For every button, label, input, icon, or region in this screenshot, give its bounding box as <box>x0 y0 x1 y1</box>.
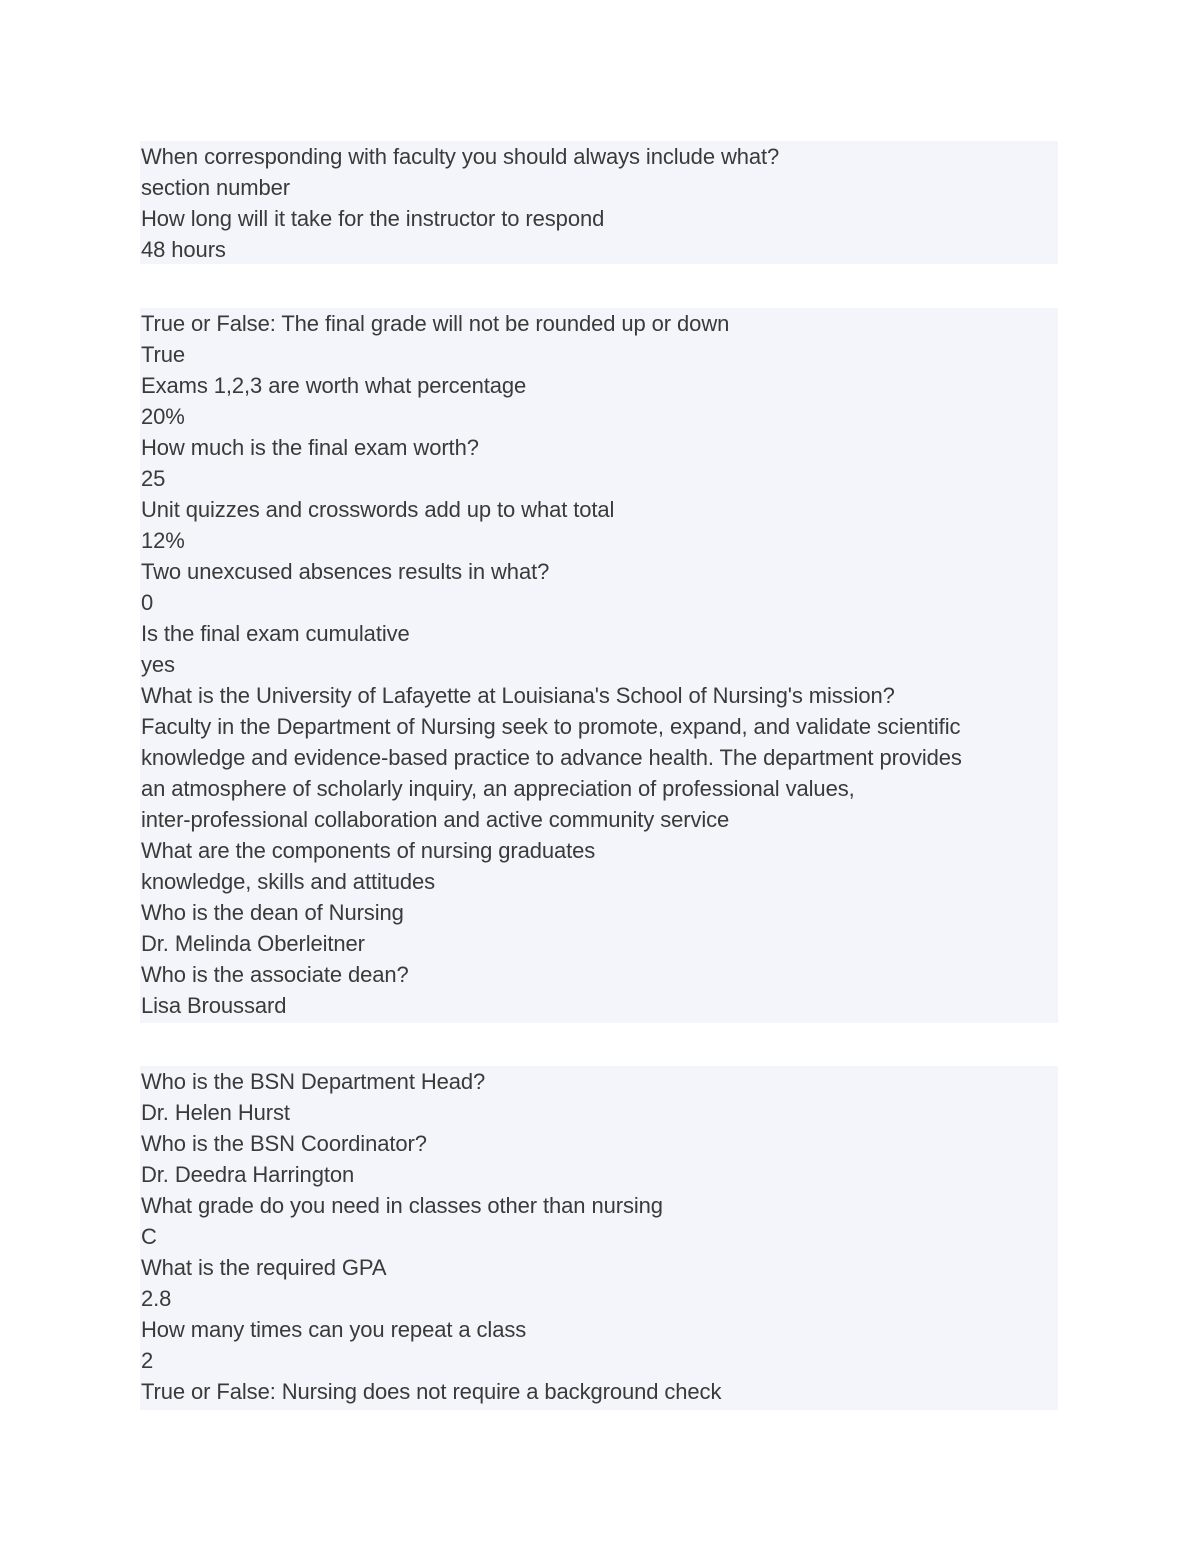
text-line: What is the University of Lafayette at Louisiana's School of Nursing's mission? <box>141 683 895 708</box>
text-line: Dr. Melinda Oberleitner <box>141 931 365 956</box>
text-line: 2 <box>141 1348 154 1373</box>
text-line: Who is the dean of Nursing <box>141 900 404 925</box>
text-line: 25 <box>141 466 166 491</box>
text-line: Who is the associate dean? <box>141 962 409 987</box>
text-line: When corresponding with faculty you should always include what? <box>141 144 780 169</box>
text-line: Exams 1,2,3 are worth what percentage <box>141 373 527 398</box>
text-line: an atmosphere of scholarly inquiry, an appreciation of professional values, <box>141 776 855 801</box>
text-line: C <box>141 1224 157 1249</box>
text-line: Is the final exam cumulative <box>141 621 410 646</box>
text-line: Who is the BSN Coordinator? <box>141 1131 427 1156</box>
text-line: Faculty in the Department of Nursing seek to promote, expand, and validate scientific <box>141 714 961 739</box>
text-line: How much is the final exam worth? <box>141 435 479 460</box>
text-line: What is the required GPA <box>141 1255 387 1280</box>
text-line: Dr. Deedra Harrington <box>141 1162 355 1187</box>
text-line: Lisa Broussard <box>141 993 287 1018</box>
text-line: How many times can you repeat a class <box>141 1317 527 1342</box>
text-line: 48 hours <box>141 237 226 262</box>
text-line: knowledge and evidence-based practice to advance health. The department provides <box>141 745 962 770</box>
text-line: yes <box>141 652 175 677</box>
text-line: Dr. Helen Hurst <box>141 1100 290 1125</box>
text-line: 2.8 <box>141 1286 172 1311</box>
text-line: How long will it take for the instructor to respond <box>141 206 605 231</box>
text-line: True or False: The final grade will not be rounded up or down <box>141 311 730 336</box>
text-line: Unit quizzes and crosswords add up to what total <box>141 497 615 522</box>
qa-block-2 <box>140 308 1058 1023</box>
text-line: What grade do you need in classes other than nursing <box>141 1193 663 1218</box>
text-line: What are the components of nursing graduates <box>141 838 596 863</box>
text-line: section number <box>141 175 291 200</box>
text-line: knowledge, skills and attitudes <box>141 869 436 894</box>
text-line: True <box>141 342 186 367</box>
text-line: 12% <box>141 528 185 553</box>
text-line: 20% <box>141 404 185 429</box>
text-line: True or False: Nursing does not require a background check <box>141 1379 722 1404</box>
text-line: Who is the BSN Department Head? <box>141 1069 486 1094</box>
qa-block-3 <box>140 1066 1058 1410</box>
text-line: inter-professional collaboration and active community service <box>141 807 730 832</box>
text-line: 0 <box>141 590 154 615</box>
text-line: Two unexcused absences results in what? <box>141 559 550 584</box>
qa-block-1 <box>140 141 1058 264</box>
